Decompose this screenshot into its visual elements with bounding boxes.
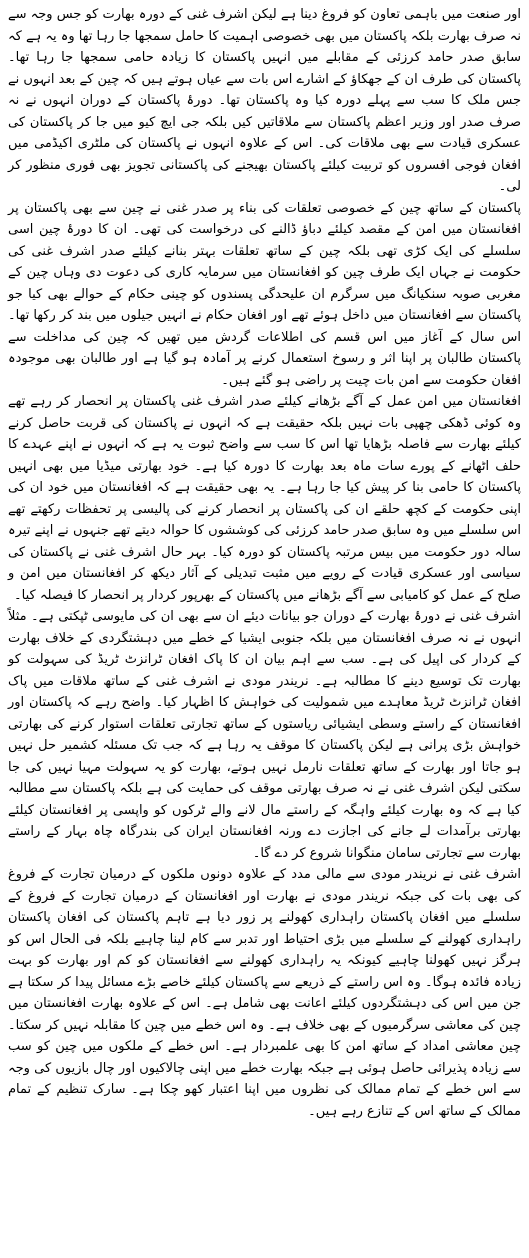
article-paragraph-4: اشرف غنی نے دورۂ بھارت کے دوران جو بیانات دیئے ان سے بھی ان کی مایوسی ٹپکتی ہے۔ مثلاً انہوں نے نہ صرف افغانستان میں بلکہ جنوبی ایشیا کے خطے میں دہشتگردی کے خلاف بھارت کے کردار کی اپیل کی ہے۔ سب سے اہم بیان ان کا پاک افغان ٹرانزٹ ٹریڈ کی سہولت کو بھارت تک توسیع دینے کا مطالبہ ہے۔ نریندر مودی نے اشرف غنی کے ساتھ ملاقات میں پاک افغان ٹرانزٹ ٹریڈ معاہدے میں شمولیت کی خواہش کا اظہار کیا۔ واضح رہے کہ پاکستان اور افغانستان کے راستے وسطی ایشیائی ریاستوں کے ساتھ تجارتی تعلقات استوار کرنے کی بھارتی خواہش بڑی پرانی ہے لیکن پاکستان کا موقف یہ رہا ہے کہ جب تک مسئلہ کشمیر حل نہیں ہو جاتا اور بھارت کے ساتھ تعلقات نارمل نہیں ہوتے، بھارت کو یہ سہولت مہیا نہیں کی جا سکتی لیکن اشرف غنی نے نہ صرف بھارتی موقف کی حمایت کی ہے بلکہ پاکستان سے مطالبہ کیا ہے کہ وہ بھارت کیلئے واہگہ کے راستے مال لانے والے ٹرکوں کو واپسی پر افغانستان کیلئے بھارتی برآمدات لے جانے کی اجازت دے ورنہ افغانستان ایران کی بندرگاہ چاہ بہار کے راستے بھارت سے تجارتی سامان منگوانا شروع کر دے گا۔: [8, 609, 521, 861]
article-paragraph-5: اشرف غنی نے نریندر مودی سے مالی مدد کے علاوہ دونوں ملکوں کے درمیان تجارت کے فروغ کی بھی بات کی جبکہ نریندر مودی نے بھارت اور افغانستان کے درمیان تجارت کے فروغ کے سلسلے میں افغان پاکستان راہداری کھولنے پر زور دیا ہے تاہم پاکستان کی افغان پاکستان راہداری کھولنے کے سلسلے میں بڑی احتیاط اور تدبر سے کام لینا چاہیے بلکہ فی الحال اس کو ہرگز نہیں کھولنا چاہیے کیونکہ یہ راہداری کھولنے سے افغانستان کو کم اور بھارت کو بہت زیادہ فائدہ ہوگا۔ وہ اس راستے کے ذریعے سے پاکستان کیلئے خاصے بڑے مسائل پیدا کر سکتا ہے جن میں اس کی دہشتگردوں کیلئے اعانت بھی شامل ہے۔ اس کے علاوہ بھارت افغانستان میں چین کی معاشی سرگرمیوں کے بھی خلاف ہے۔ وہ اس خطے میں چین کا مقابلہ نہیں کر سکتا۔ چین معاشی امداد کے ساتھ امن کا بھی علمبردار ہے۔ اس خطے کے ملکوں میں چین کو سب سے زیادہ پذیرائی حاصل ہوئی ہے جبکہ بھارت خطے میں اپنی چالاکیوں اور چال بازیوں کی وجہ سے اس خطے کے تمام ممالک کی نظروں میں اپنا اعتبار کھو چکا ہے۔ سارک تنظیم کے تمام ممالک کے ساتھ اس کے تنازع رہے ہیں۔: [8, 867, 521, 1119]
article-paragraph-3: افغانستان میں امن عمل کے آگے بڑھانے کیلئے صدر اشرف غنی پاکستان پر انحصار کر رہے تھے وہ کوئی ڈھکی چھپی بات نہیں بلکہ حقیقت ہے کہ انہوں نے پاکستان کی قربت حاصل کرنے کیلئے بھارت سے فاصلہ بڑھایا تھا اس کا سب سے واضح ثبوت یہ ہے کہ انہوں نے اپنے عہدے کا حلف اٹھانے کے پورے سات ماہ بعد بھارت کا دورہ کیا ہے۔ خود بھارتی میڈیا میں بھی انہیں پاکستان کا حامی بنا کر پیش کیا جا رہا ہے۔ یہ بھی حقیقت ہے کہ افغانستان میں خود ان کی اپنی حکومت کے کچھ حلقے ان کی پاکستان پر انحصار کرنے کی پالیسی پر تحفظات رکھتے تھے اس سلسلے میں وہ سابق صدر حامد کرزئی کی کوششوں کا حوالہ دیتے تھے جنہوں نے اپنے تیرہ سالہ دور حکومت میں بیس مرتبہ پاکستان کو دورہ کیا۔ بہر حال اشرف غنی نے پاکستان کی سیاسی اور عسکری قیادت کے رویے میں مثبت تبدیلی کے آثار دیکھ کر افغانستان میں امن و صلح کے عمل کو کامیابی سے آگے بڑھانے میں پاکستان کے بھرپور کردار پر انحصار کا فیصلہ کیا۔: [8, 394, 521, 603]
article-paragraph-1: اور صنعت میں باہمی تعاون کو فروغ دینا ہے لیکن اشرف غنی کے دورہ بھارت کو جس وجہ سے نہ صرف بھارت بلکہ پاکستان میں بھی خصوصی اہمیت کا حامل سمجھا جا رہا تھا وہ یہ ہے کہ سابق صدر حامد کرزئی کے مقابلے میں انہیں پاکستان کا زیادہ حامی سمجھا جا رہا تھا۔ پاکستان کی طرف ان کے جھکاؤ کے اشارے اس بات سے عیاں ہوتے ہیں کہ چین کے بعد انہوں نے جس ملک کا سب سے پہلے دورہ کیا وہ پاکستان تھا۔ دورۂ پاکستان کے دوران انہوں نے نہ صرف صدر اور وزیر اعظم پاکستان سے ملاقاتیں کیں بلکہ جی ایچ کیو میں جا کر پاکستان کی عسکری قیادت سے بھی ملاقات کی۔ اس کے علاوہ انہوں نے پاکستان کی ملٹری اکیڈمی میں افغان فوجی افسروں کو تربیت کیلئے پاکستان بھیجنے کی پاکستانی تجویز بھی فوری منظور کر لی۔: [8, 7, 521, 194]
article-paragraph-2: پاکستان کے ساتھ چین کے خصوصی تعلقات کی بناء پر صدر غنی نے چین سے بھی پاکستان پر افغانستان میں امن کے مقصد کیلئے دباؤ ڈالنے کی درخواست کی تھی۔ ان کا دورۂ چین اسی سلسلے کی ایک کڑی تھی بلکہ چین کے ساتھ تعلقات بہتر بنانے کیلئے صدر اشرف غنی کی حکومت نے جہاں ایک طرف چین کو افغانستان میں سرمایہ کاری کی دعوت دی وہاں چین کے مغربی صوبہ سنکیانگ میں سرگرم ان علیحدگی پسندوں کو چینی حکام کے حوالے بھی کیا جو پاکستان سے افغانستان میں داخل ہوئے تھے اور افغان حکام نے انہیں جیلوں میں بند کر رکھا تھا۔ اس سال کے آغاز میں اس قسم کی اطلاعات گردش میں تھیں کہ چین کی مداخلت سے پاکستان طالبان پر اپنا اثر و رسوخ استعمال کرنے پر آمادہ ہو گیا ہے اور طالبان بھی موجودہ افغان حکومت سے امن بات چیت پر راضی ہو گئے ہیں۔: [8, 200, 521, 388]
